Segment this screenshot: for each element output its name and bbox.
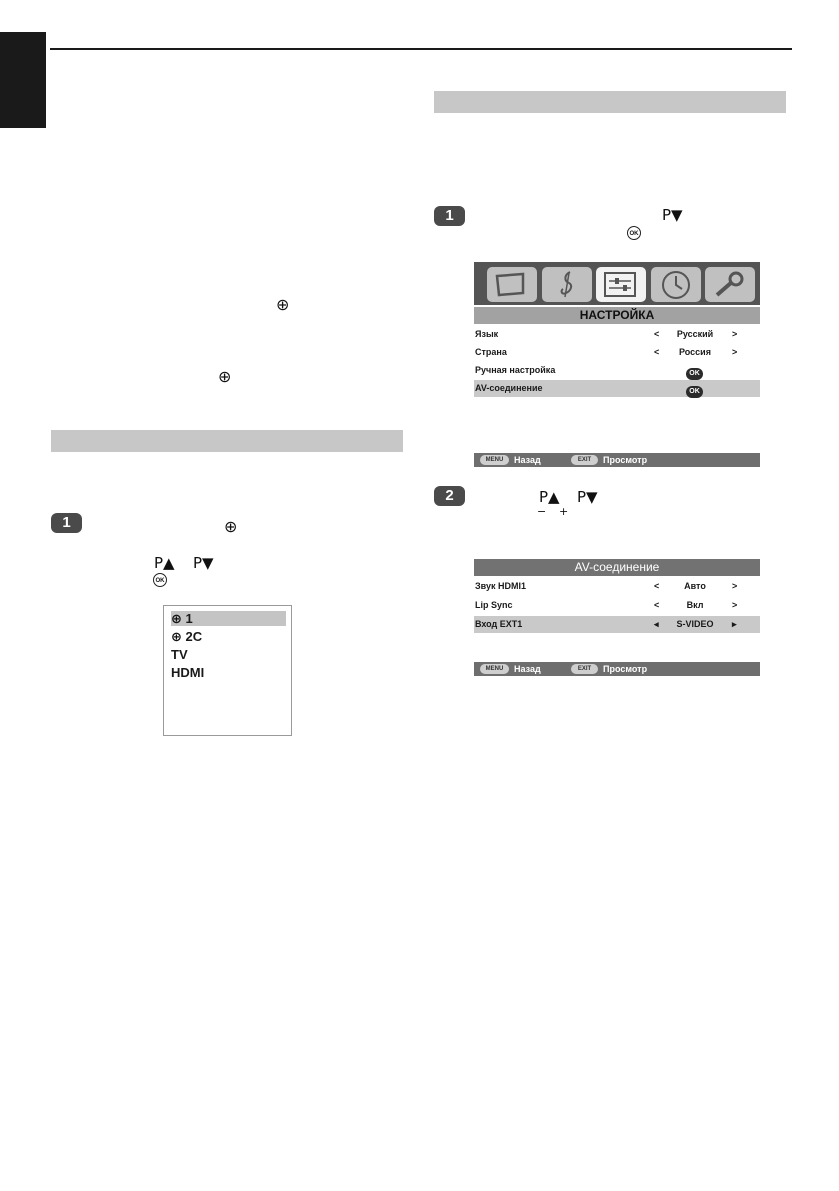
footer-view-label: Просмотр <box>603 455 648 465</box>
step-badge: 1 <box>51 513 82 533</box>
input-select-icon: ⊕ <box>218 367 232 386</box>
wrench-icon[interactable] <box>705 267 755 302</box>
p-down-key-icon: P▼ <box>193 554 214 572</box>
footer-view-label: Просмотр <box>603 664 648 674</box>
menu-key: MENU <box>480 664 509 674</box>
ok-label: OK <box>686 368 703 380</box>
menu-row-language[interactable] <box>474 326 760 343</box>
music-note-icon[interactable] <box>542 267 592 302</box>
menu-row-label: Звук HDMI1 <box>475 581 526 591</box>
tv-picture-icon[interactable] <box>487 267 537 302</box>
right-arrow[interactable]: > <box>732 347 738 357</box>
clock-icon[interactable] <box>651 267 701 302</box>
p-up-key-icon: P▲ <box>539 488 560 506</box>
left-arrow[interactable]: < <box>654 347 660 357</box>
left-arrow[interactable]: ◂ <box>654 619 659 629</box>
ok-button-icon: OK <box>627 226 641 240</box>
menu-row-label: Вход EXT1 <box>475 619 523 629</box>
menu-row-country[interactable] <box>474 344 760 361</box>
section-header-bar-left <box>51 430 403 452</box>
menu-footer-bar <box>474 453 760 467</box>
step-badge: 1 <box>434 206 465 226</box>
section-header-bar-right <box>434 91 786 113</box>
left-arrow[interactable]: < <box>654 581 660 591</box>
exit-key: EXIT <box>571 664 598 674</box>
ok-button-icon <box>686 364 703 381</box>
menu-row-value: Вкл <box>686 600 704 610</box>
menu-row-label: Lip Sync <box>475 600 513 610</box>
menu-footer-bar <box>474 662 760 676</box>
list-item-label: 2C <box>185 629 203 644</box>
menu-row-value: Россия <box>679 347 711 357</box>
menu-title: AV-соединение <box>474 559 760 576</box>
menu-row-ext1-input[interactable] <box>474 616 760 633</box>
volume-down-icon: − <box>537 505 547 518</box>
list-item-label: TV <box>171 647 188 662</box>
right-arrow[interactable]: > <box>732 329 738 339</box>
ok-button-icon: OK <box>153 573 167 587</box>
ok-button-icon <box>686 382 703 399</box>
menu-row-av-connection[interactable] <box>474 380 760 397</box>
input-select-icon: ⊕ <box>276 295 290 314</box>
left-arrow[interactable]: < <box>654 329 660 339</box>
menu-row-label: AV-соединение <box>475 383 543 393</box>
ok-label: OK <box>686 386 703 398</box>
language-tab <box>0 32 46 128</box>
menu-row-manual-tuning[interactable] <box>474 362 760 379</box>
input-list-box <box>163 605 292 736</box>
input-icon: ⊕ <box>171 612 182 627</box>
footer-back-label: Назад <box>514 455 541 465</box>
right-arrow[interactable]: ▸ <box>732 619 737 629</box>
header-rule <box>50 48 792 50</box>
p-down-key-icon: P▼ <box>662 206 683 224</box>
p-up-key-icon: P▲ <box>154 554 175 572</box>
list-item-label: HDMI <box>171 665 205 680</box>
av-connection-menu <box>474 559 760 635</box>
right-arrow[interactable]: > <box>732 600 738 610</box>
right-arrow[interactable]: > <box>732 581 738 591</box>
menu-title: НАСТРОЙКА <box>474 307 760 324</box>
exit-key: EXIT <box>571 455 598 465</box>
menu-row-label: Ручная настройка <box>475 365 556 375</box>
input-icon: ⊕ <box>171 630 182 645</box>
setup-menu <box>474 262 760 398</box>
menu-key: MENU <box>480 455 509 465</box>
menu-row-value: S-VIDEO <box>676 619 714 629</box>
left-arrow[interactable]: < <box>654 600 660 610</box>
menu-row-lip-sync[interactable] <box>474 597 760 614</box>
menu-row-hdmi1-audio[interactable] <box>474 578 760 595</box>
footer-back-label: Назад <box>514 664 541 674</box>
menu-row-label: Страна <box>475 347 507 357</box>
setup-icon[interactable] <box>596 267 646 302</box>
step-badge: 2 <box>434 486 465 506</box>
menu-row-label: Язык <box>475 329 499 339</box>
input-select-icon: ⊕ <box>224 517 238 536</box>
list-item[interactable] <box>171 611 286 626</box>
list-item[interactable] <box>171 629 286 644</box>
list-item[interactable] <box>171 665 286 680</box>
menu-row-value: Русский <box>676 329 714 339</box>
list-item[interactable] <box>171 647 286 662</box>
volume-up-icon: + <box>559 505 569 518</box>
p-down-key-icon: P▼ <box>577 488 598 506</box>
menu-icon-strip <box>474 262 760 305</box>
list-item-label: 1 <box>185 611 193 626</box>
menu-row-value: Авто <box>684 581 706 591</box>
